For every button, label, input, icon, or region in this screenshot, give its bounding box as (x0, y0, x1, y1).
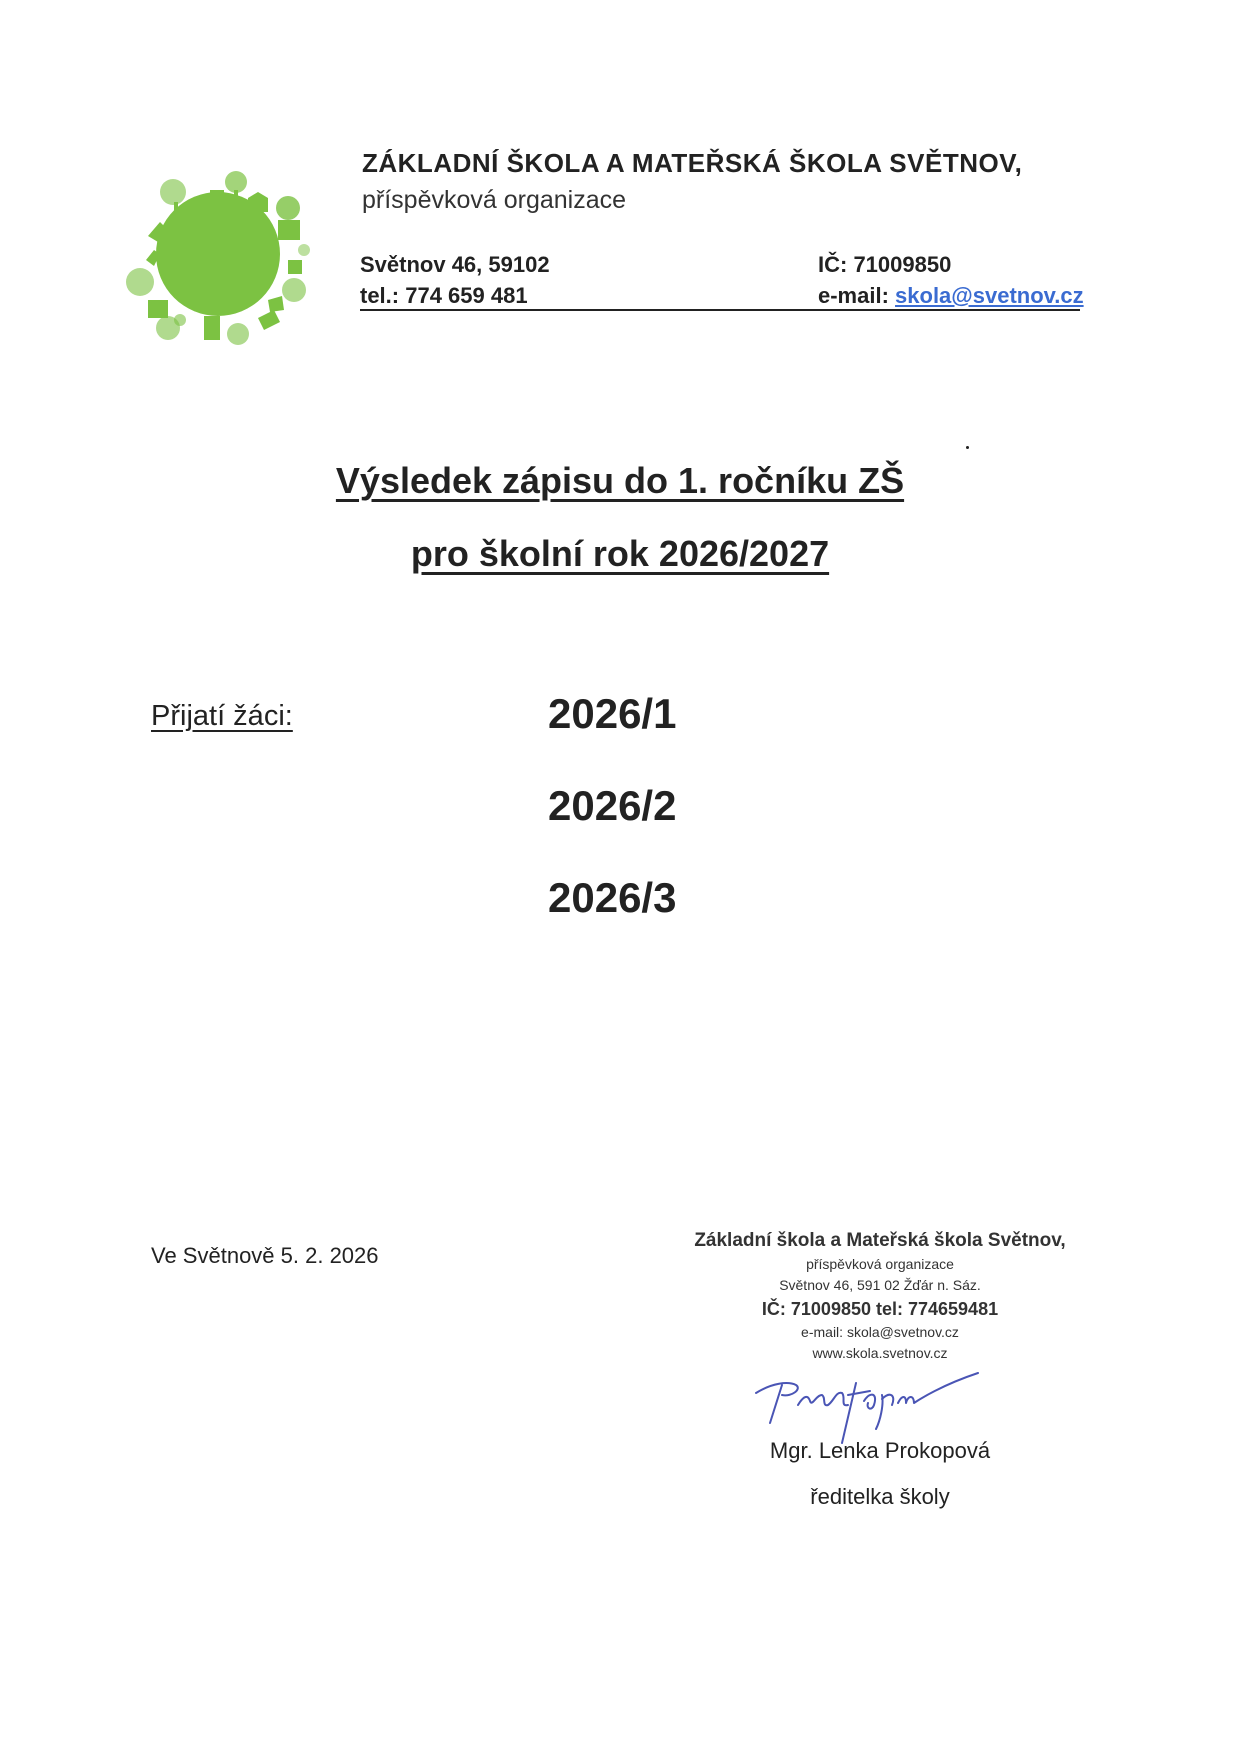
school-stamp (660, 1228, 1100, 1364)
stamp-ic-tel: IČ: 71009850 tel: 774659481 (761, 1299, 999, 1319)
school-logo-icon (118, 150, 318, 350)
student-id: 2026/1 (548, 690, 677, 737)
student-id: 2026/2 (548, 782, 677, 829)
school-ic: IČ: 71009850 (818, 252, 952, 277)
stamp-web: www.skola.svetnov.cz (812, 1345, 948, 1361)
signer-name: Mgr. Lenka Prokopová (769, 1438, 991, 1463)
scan-speck (966, 446, 969, 449)
stamp-email: e-mail: skola@svetnov.cz (801, 1324, 959, 1340)
email-label: e-mail: (818, 283, 896, 308)
school-email-line (818, 283, 1084, 309)
letterhead-divider (360, 309, 1080, 311)
place-and-date: Ve Světnově 5. 2. 2026 (151, 1243, 379, 1268)
document-title (0, 460, 1240, 502)
stamp-address: Světnov 46, 591 02 Žďár n. Sáz. (779, 1277, 981, 1293)
signer-role: ředitelka školy (810, 1484, 950, 1509)
stamp-school-name: Základní škola a Mateřská škola Světnov, (694, 1230, 1066, 1251)
organization-type: příspěvková organizace (362, 186, 627, 214)
school-phone: tel.: 774 659 481 (360, 283, 528, 308)
school-name: ZÁKLADNÍ ŠKOLA A MATEŘSKÁ ŠKOLA SVĚTNOV, (362, 148, 1023, 178)
stamp-org-type: příspěvková organizace (806, 1256, 954, 1272)
title-line-1: Výsledek zápisu do 1. ročníku ZŠ (335, 460, 905, 501)
title-line-2: pro školní rok 2026/2027 (410, 533, 830, 574)
document-subtitle (0, 533, 1240, 575)
school-address: Světnov 46, 59102 (360, 252, 550, 277)
handwritten-signature (752, 1365, 982, 1445)
student-id: 2026/3 (548, 874, 677, 921)
email-link[interactable]: skola@svetnov.cz (895, 283, 1084, 308)
accepted-students-label: Přijatí žáci: (151, 700, 293, 732)
